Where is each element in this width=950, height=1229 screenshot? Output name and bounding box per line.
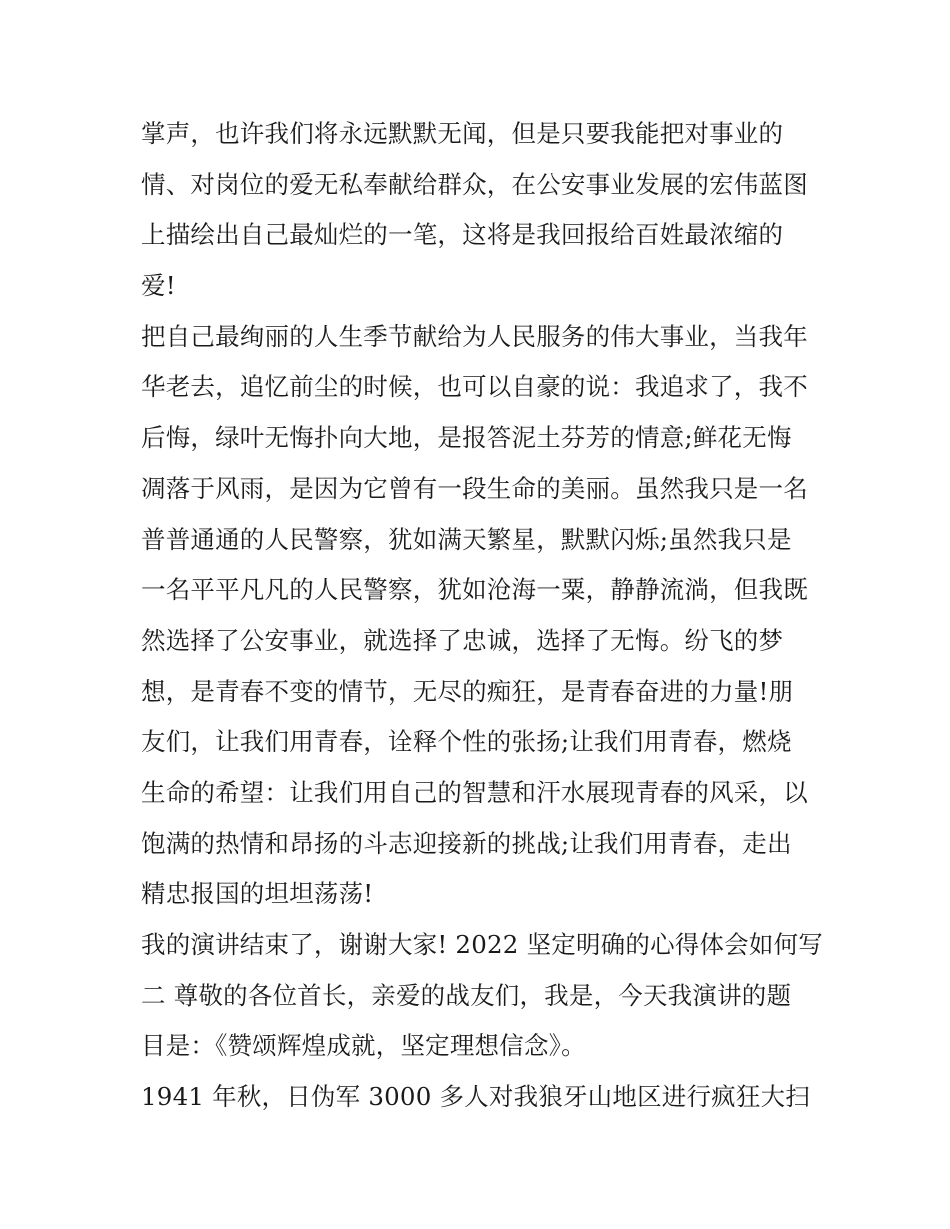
text-line: 凋落于风雨，是因为它曾有一段生命的美丽。虽然我只是一名 (141, 473, 808, 503)
text-line: 友们，让我们用青春，诠释个性的张扬;让我们用青春，燃烧 (141, 727, 792, 757)
text-line: 上描绘出自己最灿烂的一笔，这将是我回报给百姓最浓缩的 (141, 220, 784, 250)
text-line: 我的演讲结束了，谢谢大家! 2022 坚定明确的心得体会如何写 (141, 930, 823, 959)
text-line: 精忠报国的坦坦荡荡! (141, 879, 374, 909)
text-line: 生命的希望：让我们用自己的智慧和汗水展现青春的风采，以 (141, 777, 808, 807)
text-line: 华老去，追忆前尘的时候，也可以自豪的说：我追求了，我不 (141, 372, 808, 402)
text-line: 后悔，绿叶无悔扑向大地，是报答泥土芬芳的情意;鲜花无悔 (141, 423, 792, 453)
text-line: 1941 年秋，日伪军 3000 多人对我狼牙山地区进行疯狂大扫 (141, 1082, 810, 1112)
text-line: 情、对岗位的爱无私奉献给群众，在公安事业发展的宏伟蓝图 (141, 169, 808, 199)
text-line: 普普通通的人民警察，犹如满天繁星，默默闪烁;虽然我只是 (141, 524, 792, 554)
text-line: 爱! (141, 271, 176, 301)
text-line: 饱满的热情和昂扬的斗志迎接新的挑战;让我们用青春，走出 (141, 828, 792, 858)
text-line: 然选择了公安事业，就选择了忠诚，选择了无悔。纷飞的梦 (141, 625, 784, 655)
text-line: 把自己最绚丽的人生季节献给为人民服务的伟大事业，当我年 (141, 321, 808, 351)
text-line: 一名平平凡凡的人民警察，犹如沧海一粟，静静流淌，但我既 (141, 575, 808, 605)
text-line: 目是：《赞颂辉煌成就，坚定理想信念》。 (141, 1031, 586, 1061)
text-line: 想，是青春不变的情节，无尽的痴狂，是青春奋进的力量!朋 (141, 676, 794, 706)
text-line: 掌声，也许我们将永远默默无闻，但是只要我能把对事业的 (141, 119, 784, 148)
body-text (141, 109, 831, 1123)
text-line: 二 尊敬的各位首长，亲爱的战友们，我是，今天我演讲的题 (141, 980, 792, 1010)
